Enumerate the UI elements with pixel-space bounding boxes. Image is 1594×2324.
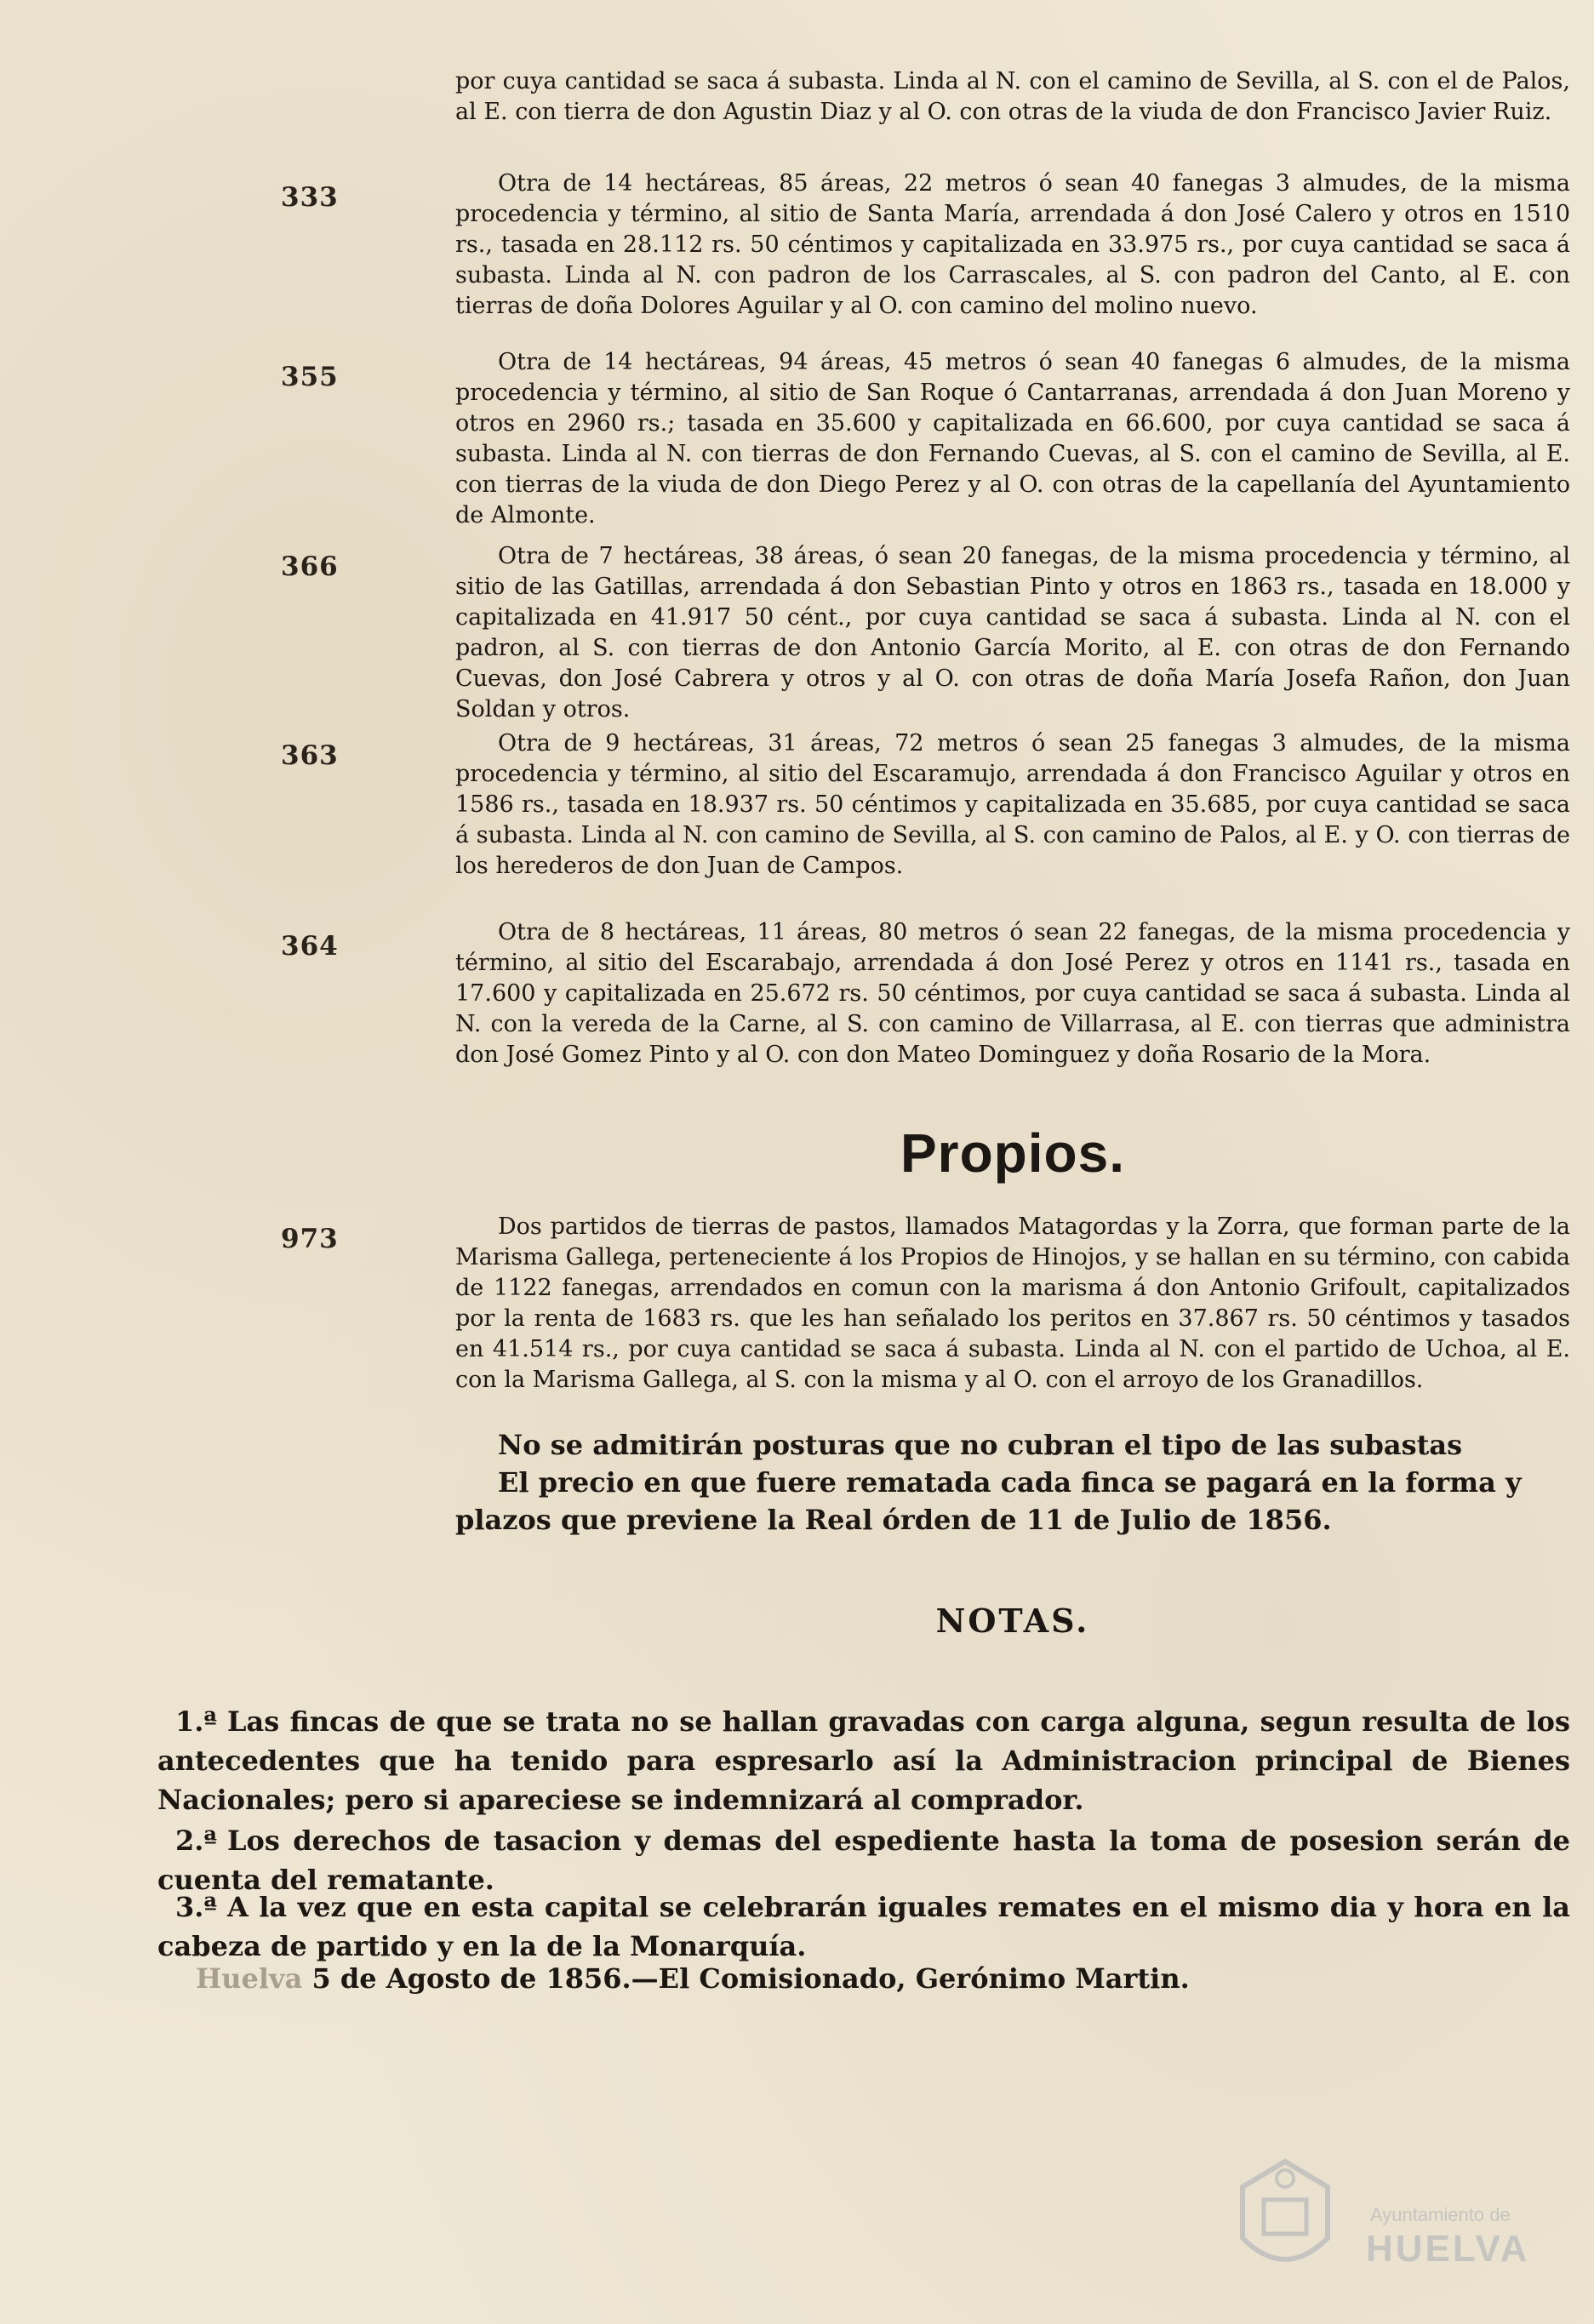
signature-place: Huelva [196, 1962, 303, 1995]
closing-line-2: El precio en que fuere rematada cada finca se pagará en la forma y plazos que previene la Real órden de 11 de Julio de 1856. [455, 1466, 1522, 1536]
watermark-line-1: Ayuntamiento de [1370, 2204, 1511, 2225]
entry-number: 355 [281, 362, 339, 392]
archive-watermark [1225, 2153, 1549, 2281]
note-text: Los derechos de tasacion y demas del espediente hasta la toma de posesion serán de cuenta del rematante. [157, 1824, 1570, 1896]
entry-number: 364 [281, 931, 339, 962]
section-title-propios: Propios. [900, 1122, 1126, 1184]
signature-text: 5 de Agosto de 1856.—El Comisionado, Gerónimo Martin. [311, 1962, 1190, 1995]
notas-heading: NOTAS. [935, 1602, 1090, 1640]
note-item [157, 1702, 1570, 1819]
note-text: Las fincas de que se trata no se hallan gravadas con carga alguna, segun resulta de los antecedentes que ha tenido para espresarlo así la Administracion principal de Bienes Nacionales; pero si apareciese se indemnizará al comprador. [157, 1705, 1570, 1816]
entry-text: Otra de 14 hectáreas, 94 áreas, 45 metros ó sean 40 fanegas 6 almudes, de la misma procedencia y término, al sitio de San Roque ó Cantarranas, arrendada á don Juan Moreno y otros en 2960 rs.; tasada en 35.600 y capitalizada en 66.600, por cuya cantidad se saca á subasta. Linda al N. con tierras de don Fernando Cuevas, al S. con el camino de Sevilla, al E. con tierras de la viuda de don Diego Perez y al O. con otras de la capellanía del Ayuntamiento de Almonte. [455, 349, 1570, 528]
entry-number: 973 [281, 1224, 339, 1254]
note-mark: 3.ª [175, 1891, 217, 1923]
entry-number: 363 [281, 740, 339, 771]
entry-continuation-text: por cuya cantidad se saca á subasta. Linda al N. con el camino de Sevilla, al S. con el de Palos, al E. con tierra de don Agustin Diaz y al O. con otras de la viuda de don Francisco Javier Ruiz. [455, 68, 1570, 125]
entry-number: 366 [281, 551, 339, 582]
closing-line-1: No se admitirán posturas que no cubran el tipo de las subastas [498, 1429, 1463, 1461]
note-mark: 2.ª [175, 1824, 217, 1857]
note-item [157, 1887, 1570, 1966]
crest-icon [1225, 2153, 1345, 2281]
entry-text: Otra de 8 hectáreas, 11 áreas, 80 metros ó sean 22 fanegas, de la misma procedencia y término, al sitio del Escarabajo, arrendada á don José Perez y otros en 1141 rs., tasada en 17.600 y capitalizada en 25.672 rs. 50 céntimos, por cuya cantidad se saca á subasta. Linda al N. con la vereda de la Carne, al S. con camino de Villarrasa, al E. con tierras que administra don José Gomez Pinto y al O. con don Mateo Dominguez y doña Rosario de la Mora. [455, 919, 1570, 1068]
watermark-line-2: HUELVA [1366, 2228, 1530, 2270]
entry-text: Otra de 7 hectáreas, 38 áreas, ó sean 20 fanegas, de la misma procedencia y término, al sitio de las Gatillas, arrendada á don Sebastian Pinto y otros en 1863 rs., tasada en 18.000 y capitalizada en 41.917 50 cént., por cuya cantidad se saca á subasta. Linda al N. con el padron, al S. con tierras de don Antonio García Morito, al E. con otras de don Fernando Cuevas, don José Cabrera y otros y al O. con otras de doña María Josefa Rañon, don Juan Soldan y otros. [455, 543, 1570, 722]
note-mark: 1.ª [175, 1705, 217, 1738]
entry-number: 333 [281, 182, 339, 213]
entry-text: Otra de 9 hectáreas, 31 áreas, 72 metros ó sean 25 fanegas 3 almudes, de la misma procedencia y término, al sitio del Escaramujo, arrendada á don Francisco Aguilar y otros en 1586 rs., tasada en 18.937 rs. 50 céntimos y capitalizada en 35.685, por cuya cantidad se saca á subasta. Linda al N. con camino de Sevilla, al S. con camino de Palos, al E. y O. con tierras de los herederos de don Juan de Campos. [455, 730, 1570, 879]
note-text: A la vez que en esta capital se celebrarán iguales remates en el mismo dia y hora en la cabeza de partido y en la de la Monarquía. [157, 1891, 1570, 1962]
signature-line [196, 1962, 1472, 1995]
entry-text: Otra de 14 hectáreas, 85 áreas, 22 metros ó sean 40 fanegas 3 almudes, de la misma procedencia y término, al sitio de Santa María, arrendada á don José Calero y otros en 1510 rs., tasada en 28.112 rs. 50 céntimos y capitalizada en 33.975 rs., por cuya cantidad se saca á subasta. Linda al N. con padron de los Carrascales, al S. con padron del Canto, al E. con tierras de doña Dolores Aguilar y al O. con camino del molino nuevo. [455, 170, 1570, 319]
propios-text: Dos partidos de tierras de pastos, llamados Matagordas y la Zorra, que forman parte de la Marisma Gallega, perteneciente á los Propios de Hinojos, y se hallan en su término, con cabida de 1122 fanegas, arrendados en comun con la marisma á don Antonio Grifoult, capitalizados por la renta de 1683 rs. que les han señalado los peritos en 37.867 rs. 50 céntimos y tasados en 41.514 rs., por cuya cantidad se saca á subasta. Linda al N. con el partido de Uchoa, al E. con la Marisma Gallega, al S. con la misma y al O. con el arroyo de los Granadillos. [455, 1213, 1570, 1393]
